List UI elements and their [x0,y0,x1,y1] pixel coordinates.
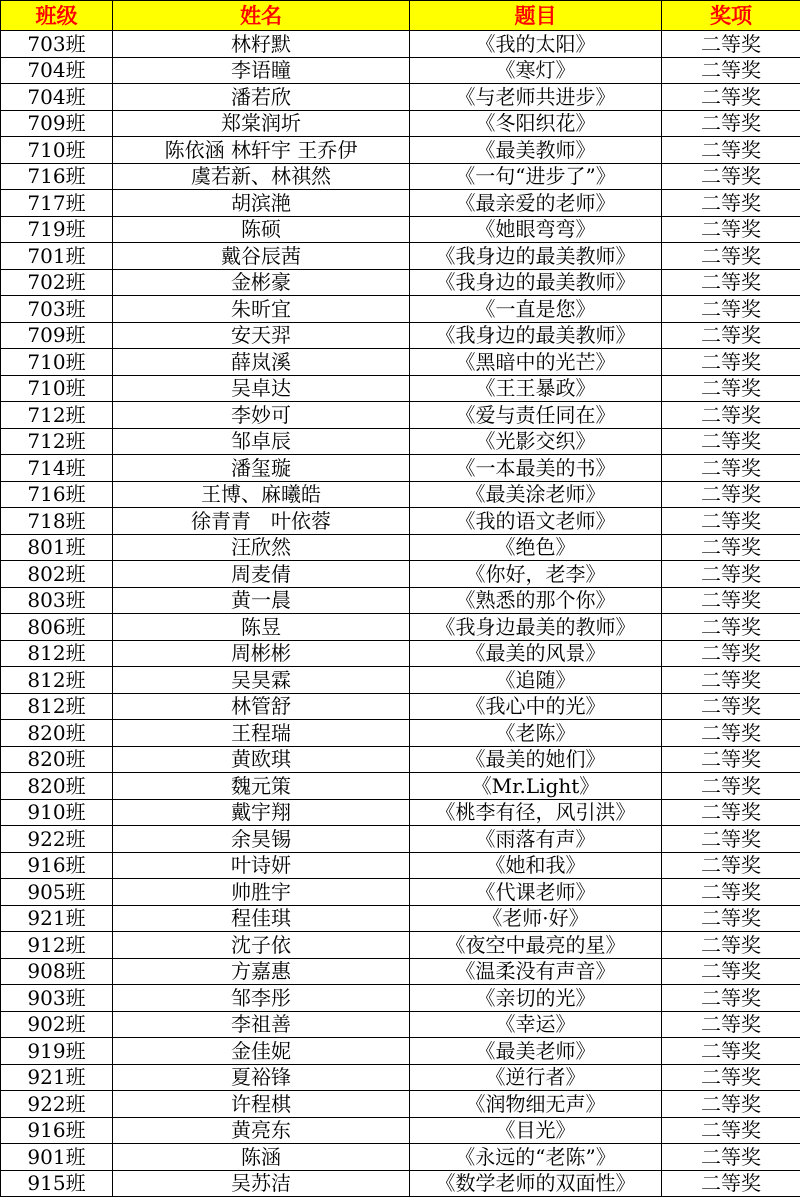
table-body [1,31,800,1197]
table-row [1,667,800,694]
cell-class: 709班 [1,110,113,137]
cell-name: 薛岚溪 [113,349,410,376]
cell-name: 陈硕 [113,216,410,243]
cell-title: 《桃李有径，风引洪》 [410,799,662,826]
cell-name: 林管舒 [113,693,410,720]
table-row [1,163,800,190]
table-row [1,216,800,243]
cell-award: 二等奖 [662,1117,800,1144]
cell-award: 二等奖 [662,216,800,243]
cell-award: 二等奖 [662,826,800,853]
table-row [1,349,800,376]
table-row [1,561,800,588]
cell-award: 二等奖 [662,163,800,190]
cell-name: 朱昕宜 [113,296,410,323]
cell-award: 二等奖 [662,667,800,694]
header-row [1,1,800,31]
cell-title: 《光影交织》 [410,428,662,455]
cell-award: 二等奖 [662,137,800,164]
cell-name: 徐青青 叶依蓉 [113,508,410,535]
table-row [1,322,800,349]
cell-class: 901班 [1,1144,113,1171]
cell-award: 二等奖 [662,243,800,270]
table-row [1,587,800,614]
table-row [1,932,800,959]
cell-title: 《与老师共进步》 [410,84,662,111]
cell-title: 《数学老师的双面性》 [410,1170,662,1197]
cell-title: 《熟悉的那个你》 [410,587,662,614]
cell-award: 二等奖 [662,1064,800,1091]
cell-name: 黄一晨 [113,587,410,614]
cell-name: 夏裕锋 [113,1064,410,1091]
table-row [1,693,800,720]
cell-class: 812班 [1,693,113,720]
cell-title: 《我身边的最美教师》 [410,269,662,296]
cell-award: 二等奖 [662,614,800,641]
cell-class: 820班 [1,746,113,773]
cell-title: 《目光》 [410,1117,662,1144]
cell-name: 李妙可 [113,402,410,429]
table-row [1,799,800,826]
cell-award: 二等奖 [662,481,800,508]
cell-name: 胡滨滟 [113,190,410,217]
cell-class: 717班 [1,190,113,217]
table-row [1,746,800,773]
cell-name: 潘玺璇 [113,455,410,482]
cell-award: 二等奖 [662,508,800,535]
table-row [1,534,800,561]
cell-name: 黄亮东 [113,1117,410,1144]
table-row [1,31,800,58]
cell-class: 812班 [1,640,113,667]
cell-title: 《黑暗中的光芒》 [410,349,662,376]
cell-title: 《我身边的最美教师》 [410,243,662,270]
cell-name: 邹李彤 [113,985,410,1012]
cell-title: 《她和我》 [410,852,662,879]
cell-award: 二等奖 [662,1144,800,1171]
cell-name: 许程棋 [113,1091,410,1118]
table-row [1,985,800,1012]
cell-name: 周麦倩 [113,561,410,588]
table-row [1,1144,800,1171]
cell-class: 806班 [1,614,113,641]
table-row [1,243,800,270]
cell-award: 二等奖 [662,190,800,217]
table-row [1,614,800,641]
cell-award: 二等奖 [662,932,800,959]
cell-name: 安天羿 [113,322,410,349]
cell-name: 金彬豪 [113,269,410,296]
table-row [1,84,800,111]
cell-award: 二等奖 [662,773,800,800]
cell-award: 二等奖 [662,1091,800,1118]
cell-title: 《爱与责任同在》 [410,402,662,429]
cell-title: 《代课老师》 [410,879,662,906]
table-row [1,879,800,906]
cell-title: 《一本最美的书》 [410,455,662,482]
cell-title: 《雨落有声》 [410,826,662,853]
cell-title: 《我身边的最美教师》 [410,322,662,349]
cell-award: 二等奖 [662,746,800,773]
cell-class: 910班 [1,799,113,826]
cell-class: 922班 [1,1091,113,1118]
cell-title: 《追随》 [410,667,662,694]
cell-award: 二等奖 [662,1011,800,1038]
cell-award: 二等奖 [662,720,800,747]
cell-name: 陈依涵 林轩宇 王乔伊 [113,137,410,164]
cell-award: 二等奖 [662,322,800,349]
cell-award: 二等奖 [662,31,800,58]
cell-name: 潘若欣 [113,84,410,111]
cell-award: 二等奖 [662,110,800,137]
cell-award: 二等奖 [662,402,800,429]
cell-class: 803班 [1,587,113,614]
cell-class: 921班 [1,905,113,932]
table-row [1,110,800,137]
cell-award: 二等奖 [662,375,800,402]
cell-title: 《我的语文老师》 [410,508,662,535]
cell-class: 916班 [1,852,113,879]
cell-name: 帅胜宇 [113,879,410,906]
cell-class: 912班 [1,932,113,959]
table-row [1,1038,800,1065]
cell-title: 《老师·好》 [410,905,662,932]
cell-class: 922班 [1,826,113,853]
cell-class: 719班 [1,216,113,243]
cell-name: 陈昱 [113,614,410,641]
cell-award: 二等奖 [662,269,800,296]
cell-class: 716班 [1,481,113,508]
cell-name: 郑棠润圻 [113,110,410,137]
cell-award: 二等奖 [662,799,800,826]
cell-name: 汪欣然 [113,534,410,561]
table-row [1,190,800,217]
table-row [1,296,800,323]
cell-name: 叶诗妍 [113,852,410,879]
cell-title: 《绝色》 [410,534,662,561]
cell-name: 虞若新、林祺然 [113,163,410,190]
cell-title: 《我心中的光》 [410,693,662,720]
table-row [1,826,800,853]
cell-title: 《我的太阳》 [410,31,662,58]
table-row [1,455,800,482]
cell-title: 《最美老师》 [410,1038,662,1065]
table-row [1,720,800,747]
cell-name: 王程瑞 [113,720,410,747]
cell-class: 710班 [1,375,113,402]
cell-name: 戴谷辰茜 [113,243,410,270]
table-row [1,1117,800,1144]
cell-class: 716班 [1,163,113,190]
table-header [1,1,800,31]
table-row [1,57,800,84]
cell-name: 林籽默 [113,31,410,58]
cell-award: 二等奖 [662,84,800,111]
cell-name: 程佳琪 [113,905,410,932]
table-row [1,481,800,508]
cell-name: 吴苏洁 [113,1170,410,1197]
cell-class: 704班 [1,57,113,84]
table-row [1,773,800,800]
cell-award: 二等奖 [662,1170,800,1197]
cell-name: 李祖善 [113,1011,410,1038]
header-award: 奖项 [662,1,800,31]
table-row [1,269,800,296]
cell-title: 《最美教师》 [410,137,662,164]
cell-award: 二等奖 [662,985,800,1012]
cell-title: 《冬阳织花》 [410,110,662,137]
cell-class: 704班 [1,84,113,111]
cell-title: 《逆行者》 [410,1064,662,1091]
cell-award: 二等奖 [662,879,800,906]
cell-name: 金佳妮 [113,1038,410,1065]
cell-name: 黄欧琪 [113,746,410,773]
cell-class: 919班 [1,1038,113,1065]
cell-class: 915班 [1,1170,113,1197]
cell-title: 《亲切的光》 [410,985,662,1012]
cell-class: 820班 [1,773,113,800]
table-row [1,640,800,667]
table-row [1,958,800,985]
cell-title: 《王王暴政》 [410,375,662,402]
cell-title: 《老陈》 [410,720,662,747]
cell-class: 908班 [1,958,113,985]
cell-award: 二等奖 [662,1038,800,1065]
cell-title: 《一直是您》 [410,296,662,323]
cell-class: 921班 [1,1064,113,1091]
cell-title: 《最美的她们》 [410,746,662,773]
cell-name: 王博、麻曦皓 [113,481,410,508]
cell-name: 魏元策 [113,773,410,800]
cell-class: 710班 [1,349,113,376]
cell-class: 812班 [1,667,113,694]
cell-class: 801班 [1,534,113,561]
table-row [1,1091,800,1118]
cell-award: 二等奖 [662,693,800,720]
cell-title: 《润物细无声》 [410,1091,662,1118]
cell-title: 《一句“进步了”》 [410,163,662,190]
table-row [1,428,800,455]
cell-title: 《Mr.Light》 [410,773,662,800]
cell-name: 方嘉惠 [113,958,410,985]
cell-class: 802班 [1,561,113,588]
cell-award: 二等奖 [662,296,800,323]
cell-award: 二等奖 [662,852,800,879]
cell-class: 714班 [1,455,113,482]
cell-class: 701班 [1,243,113,270]
cell-class: 702班 [1,269,113,296]
cell-name: 周彬彬 [113,640,410,667]
cell-title: 《最美涂老师》 [410,481,662,508]
cell-award: 二等奖 [662,455,800,482]
cell-award: 二等奖 [662,534,800,561]
cell-title: 《最亲爱的老师》 [410,190,662,217]
cell-award: 二等奖 [662,428,800,455]
header-title: 题目 [410,1,662,31]
cell-class: 712班 [1,428,113,455]
table-row [1,375,800,402]
cell-class: 709班 [1,322,113,349]
table-row [1,852,800,879]
cell-name: 邹卓辰 [113,428,410,455]
header-class: 班级 [1,1,113,31]
cell-name: 吴卓达 [113,375,410,402]
cell-title: 《你好，老李》 [410,561,662,588]
cell-class: 712班 [1,402,113,429]
cell-award: 二等奖 [662,349,800,376]
table-row [1,508,800,535]
table-row [1,1011,800,1038]
header-name: 姓名 [113,1,410,31]
cell-name: 李语瞳 [113,57,410,84]
cell-name: 戴宇翔 [113,799,410,826]
cell-class: 905班 [1,879,113,906]
cell-class: 903班 [1,985,113,1012]
cell-name: 吴昊霖 [113,667,410,694]
table-row [1,1064,800,1091]
cell-award: 二等奖 [662,905,800,932]
cell-name: 沈子依 [113,932,410,959]
cell-title: 《幸运》 [410,1011,662,1038]
cell-title: 《温柔没有声音》 [410,958,662,985]
cell-award: 二等奖 [662,640,800,667]
cell-class: 703班 [1,31,113,58]
cell-name: 陈涵 [113,1144,410,1171]
cell-title: 《最美的风景》 [410,640,662,667]
cell-class: 820班 [1,720,113,747]
cell-class: 902班 [1,1011,113,1038]
table-row [1,402,800,429]
cell-name: 余昊锡 [113,826,410,853]
cell-title: 《她眼弯弯》 [410,216,662,243]
cell-title: 《我身边最美的教师》 [410,614,662,641]
cell-class: 916班 [1,1117,113,1144]
cell-class: 718班 [1,508,113,535]
cell-title: 《寒灯》 [410,57,662,84]
cell-award: 二等奖 [662,958,800,985]
cell-class: 703班 [1,296,113,323]
cell-award: 二等奖 [662,57,800,84]
cell-title: 《永远的“老陈”》 [410,1144,662,1171]
cell-award: 二等奖 [662,561,800,588]
table-row [1,137,800,164]
cell-class: 710班 [1,137,113,164]
cell-award: 二等奖 [662,587,800,614]
table-row [1,905,800,932]
cell-title: 《夜空中最亮的星》 [410,932,662,959]
